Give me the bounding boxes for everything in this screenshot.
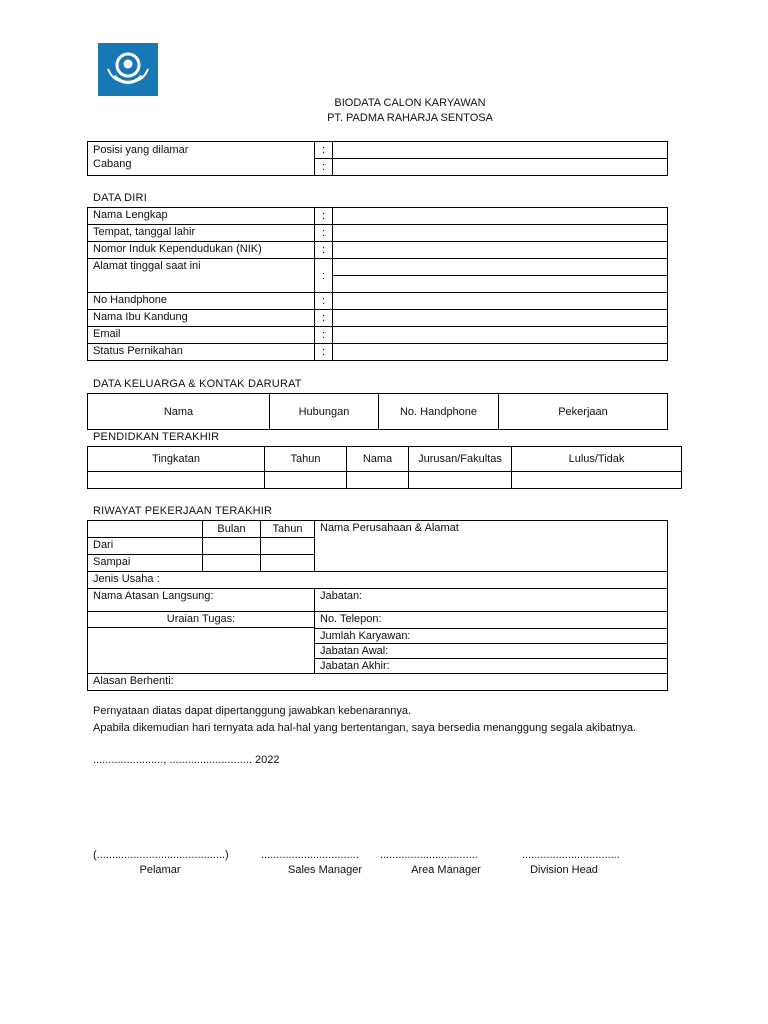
email-label: Email bbox=[88, 327, 315, 344]
colon: : bbox=[315, 142, 333, 159]
sales-manager-label: Sales Manager bbox=[288, 864, 362, 876]
applicant-label: Pelamar bbox=[139, 864, 181, 876]
address-input-2[interactable] bbox=[333, 276, 668, 293]
work-blank-cell bbox=[88, 521, 203, 538]
birth-label: Tempat, tanggal lahir bbox=[88, 225, 315, 242]
edu-col-year: Tahun bbox=[265, 447, 347, 472]
position-labels bbox=[88, 142, 315, 176]
family-heading: DATA KELUARGA & KONTAK DARURAT bbox=[93, 378, 302, 390]
area-manager-label: Area Manager bbox=[411, 864, 481, 876]
work-history-table bbox=[87, 520, 668, 691]
full-name-label: Nama Lengkap bbox=[88, 208, 315, 225]
mother-name-input[interactable] bbox=[333, 310, 668, 327]
work-until-label: Sampai bbox=[88, 555, 203, 572]
address-input-1[interactable] bbox=[333, 259, 668, 276]
edu-name-input[interactable] bbox=[347, 472, 409, 489]
marital-status-input[interactable] bbox=[333, 344, 668, 361]
job-description-field[interactable] bbox=[88, 612, 315, 674]
work-from-year-input[interactable] bbox=[261, 538, 315, 555]
start-position-field[interactable]: Jabatan Awal: bbox=[315, 644, 668, 659]
branch-label: Cabang bbox=[93, 158, 132, 170]
supervisor-field[interactable]: Nama Atasan Langsung: bbox=[88, 589, 315, 612]
colon: : bbox=[315, 242, 333, 259]
division-head-label: Division Head bbox=[530, 864, 598, 876]
address-label: Alamat tinggal saat ini bbox=[88, 259, 315, 293]
nik-label: Nomor Induk Kependudukan (NIK) bbox=[88, 242, 315, 259]
company-name: PT. PADMA RAHARJA SENTOSA bbox=[327, 112, 493, 124]
statement-line-2: Apabila dikemudian hari ternyata ada hal-hal yang bertentangan, saya bersedia menanggung segala akibatnya. bbox=[93, 722, 637, 734]
mother-name-label: Nama Ibu Kandung bbox=[88, 310, 315, 327]
full-name-input[interactable] bbox=[333, 208, 668, 225]
edu-col-graduated: Lulus/Tidak bbox=[512, 447, 682, 472]
position-table bbox=[87, 141, 668, 176]
business-type-field[interactable]: Jenis Usaha : bbox=[88, 572, 668, 589]
position-field[interactable]: Jabatan: bbox=[315, 589, 668, 612]
email-input[interactable] bbox=[333, 327, 668, 344]
birth-input[interactable] bbox=[333, 225, 668, 242]
colon: : bbox=[315, 310, 333, 327]
family-col-relation: Hubungan bbox=[270, 394, 379, 430]
edu-graduated-input[interactable] bbox=[512, 472, 682, 489]
colon: : bbox=[315, 259, 333, 293]
work-month-header: Bulan bbox=[203, 521, 261, 538]
company-logo bbox=[98, 43, 158, 96]
edu-col-name: Nama bbox=[347, 447, 409, 472]
marital-status-label: Status Pernikahan bbox=[88, 344, 315, 361]
company-address-field[interactable]: Nama Perusahaan & Alamat bbox=[315, 521, 668, 572]
work-from-month-input[interactable] bbox=[203, 538, 261, 555]
personal-data-heading: DATA DIRI bbox=[93, 192, 147, 204]
branch-input[interactable] bbox=[333, 159, 668, 176]
leave-reason-field[interactable]: Alasan Berhenti: bbox=[88, 674, 668, 691]
work-year-header: Tahun bbox=[261, 521, 315, 538]
colon: : bbox=[315, 159, 333, 176]
employee-count-field[interactable]: Jumlah Karyawan: bbox=[315, 629, 668, 644]
date-line[interactable]: ......................., ........................... 2022 bbox=[93, 754, 280, 766]
colon: : bbox=[315, 208, 333, 225]
phone-input[interactable] bbox=[333, 293, 668, 310]
lotus-logo-icon bbox=[98, 43, 158, 96]
sales-manager-signature-line[interactable]: ................................ bbox=[261, 849, 359, 861]
division-head-signature-line[interactable]: ................................ bbox=[522, 849, 620, 861]
phone-label: No Handphone bbox=[88, 293, 315, 310]
work-until-month-input[interactable] bbox=[203, 555, 261, 572]
family-col-phone: No. Handphone bbox=[379, 394, 499, 430]
family-col-job: Pekerjaan bbox=[499, 394, 668, 430]
colon: : bbox=[315, 344, 333, 361]
form-title: BIODATA CALON KARYAWAN bbox=[334, 97, 486, 109]
colon: : bbox=[315, 293, 333, 310]
position-label: Posisi yang dilamar bbox=[93, 144, 189, 156]
edu-major-input[interactable] bbox=[409, 472, 512, 489]
work-from-label: Dari bbox=[88, 538, 203, 555]
personal-data-table bbox=[87, 207, 668, 361]
education-heading: PENDIDKAN TERAKHIR bbox=[93, 431, 220, 443]
nik-input[interactable] bbox=[333, 242, 668, 259]
edu-level-input[interactable] bbox=[88, 472, 265, 489]
edu-col-major: Jurusan/Fakultas bbox=[409, 447, 512, 472]
applicant-signature-line[interactable]: (..........................................) bbox=[93, 849, 229, 861]
work-until-year-input[interactable] bbox=[261, 555, 315, 572]
family-col-name: Nama bbox=[88, 394, 270, 430]
edu-col-level: Tingkatan bbox=[88, 447, 265, 472]
colon: : bbox=[315, 327, 333, 344]
area-manager-signature-line[interactable]: ................................ bbox=[380, 849, 478, 861]
work-history-heading: RIWAYAT PEKERJAAN TERAKHIR bbox=[93, 505, 273, 517]
statement-line-1: Pernyataan diatas dapat dipertanggung jawabkan kebenarannya. bbox=[93, 705, 412, 717]
colon: : bbox=[315, 225, 333, 242]
position-input[interactable] bbox=[333, 142, 668, 159]
edu-year-input[interactable] bbox=[265, 472, 347, 489]
education-table bbox=[87, 446, 682, 489]
family-table bbox=[87, 393, 668, 430]
end-position-field[interactable]: Jabatan Akhir: bbox=[315, 659, 668, 674]
job-description-label: Uraian Tugas: bbox=[88, 612, 314, 628]
phone-field[interactable]: No. Telepon: bbox=[315, 612, 668, 629]
